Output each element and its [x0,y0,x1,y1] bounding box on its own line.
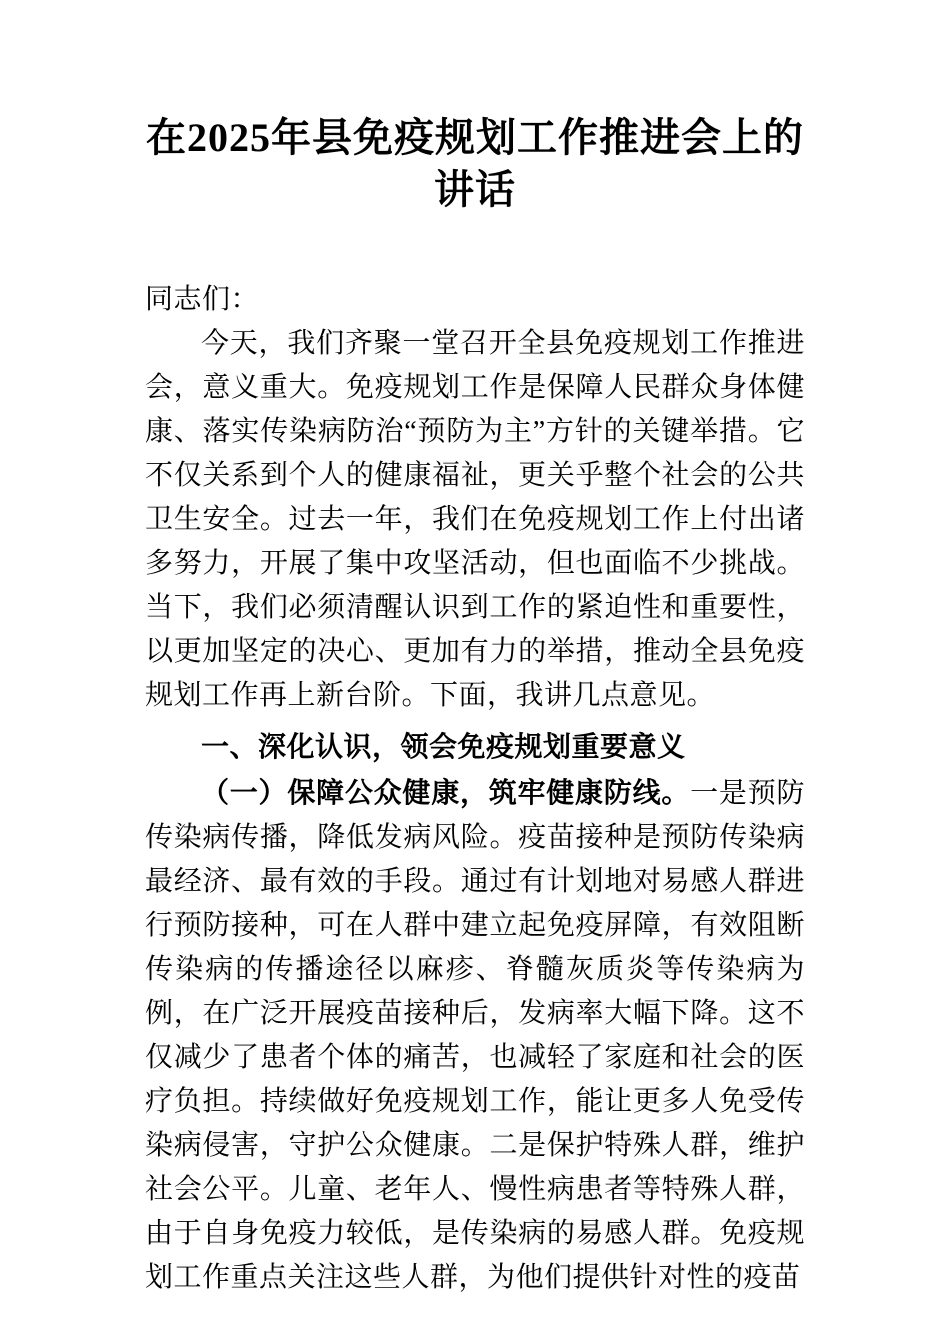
document-body [145,278,805,1300]
section1-item1-body: 一是预防传染病传播，降低发病风险。疫苗接种是预防传染病最经济、最有效的手段。通过有计划地对易感人群进行预防接种，可在人群中建立起免疫屏障，有效阻断传染病的传播途径以麻疹、脊髓灰质炎等传染病为例，在广泛开展疫苗接种后，发病率大幅下降。这不仅减少了患者个体的痛苦，也减轻了家庭和社会的医疗负担。持续做好免疫规划工作，能让更多人免受传染病侵害，守护公众健康。二是保护特殊人群，维护社会公平。儿童、老年人、慢性病患者等特殊人群，由于自身免疫力较低，是传染病的易感人群。免疫规划工作重点关注这些人群，为他们提供针对性的疫苗 [145,778,805,1293]
section1-item1-lead: （一）保障公众健康，筑牢健康防线。 [201,778,691,809]
salutation: 同志们： [145,284,260,315]
document-title: 在2025年县免疫规划工作推进会上的讲话 [146,115,804,212]
intro-paragraph: 今天，我们齐聚一堂召开全县免疫规划工作推进会，意义重大。免疫规划工作是保障人民群众身体健康、落实传染病防治“预防为主”方针的关键举措。它不仅关系到个人的健康福祉，更关乎整个社会的公共卫生安全。过去一年，我们在免疫规划工作上付出诸多努力，开展了集中攻坚活动，但也面临不少挑战。当下，我们必须清醒认识到工作的紧迫性和重要性，以更加坚定的决心、更加有力的举措，推动全县免疫规划工作再上新台阶。下面，我讲几点意见。 [145,328,805,711]
section1-item1-paragraph [145,772,805,1300]
section-heading-1: 一、深化认识，领会免疫规划重要意义 [201,731,686,762]
